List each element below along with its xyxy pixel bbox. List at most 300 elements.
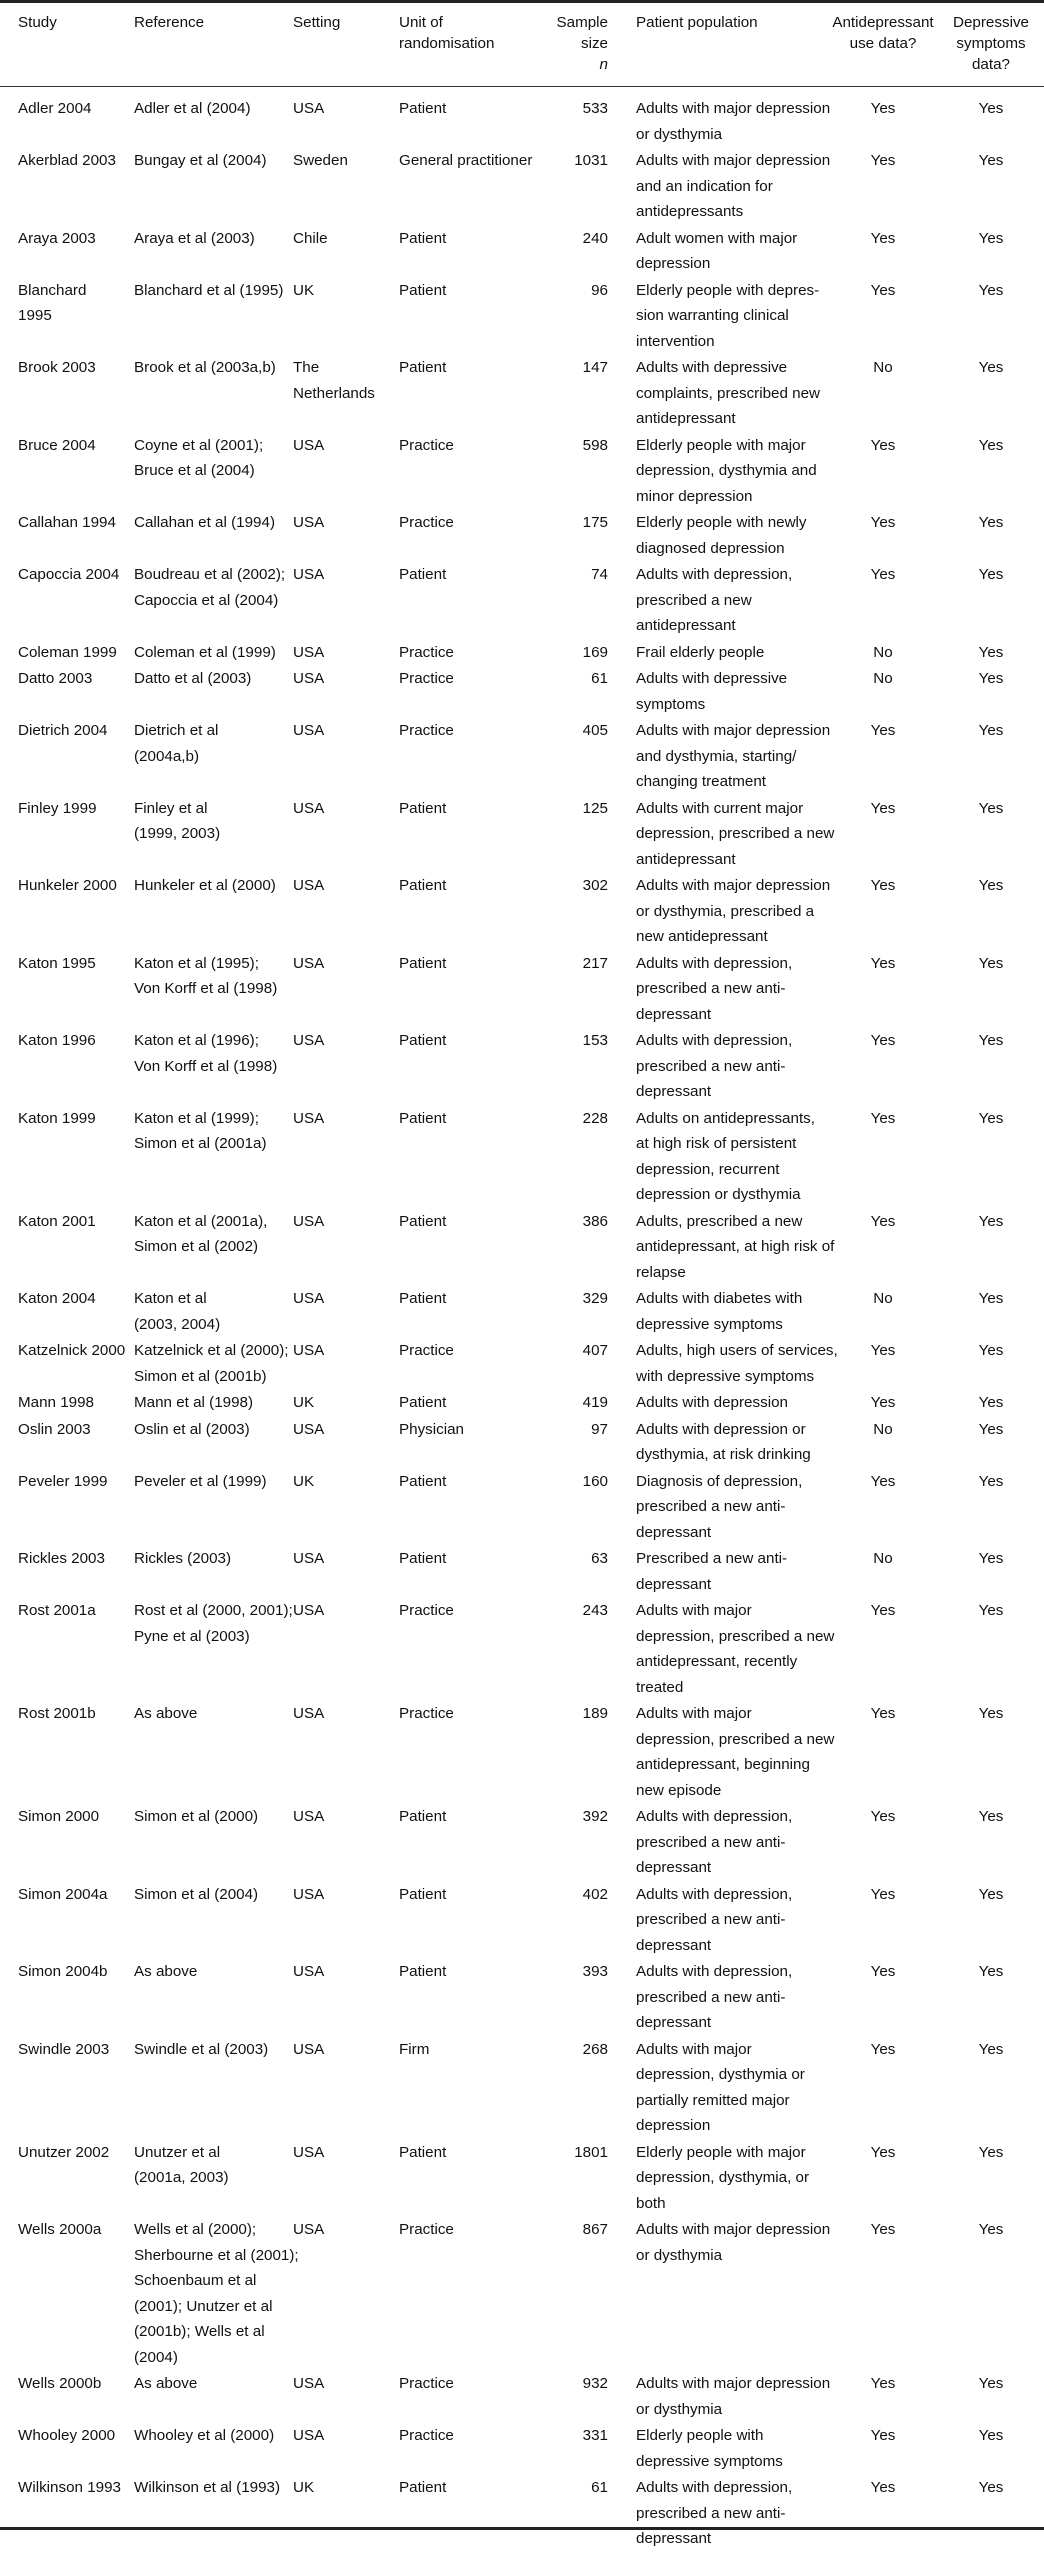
table-row [0, 433, 1044, 510]
unit-of-randomisation-cell: Patient [399, 954, 447, 972]
unit-of-randomisation-cell: Practice [399, 2221, 454, 2238]
reference-line: Rickles (2003) [134, 1550, 232, 1567]
reference-cell [134, 1417, 250, 1443]
depressive-data-cell: Yes [978, 1885, 1004, 1903]
reference-line: Simon et al (2004) [134, 1885, 259, 1903]
depressive-data-cell: Yes [978, 643, 1004, 661]
reference-cell [134, 355, 276, 381]
patient-population-line: Adults with major depression [636, 877, 831, 894]
patient-population-line: prescribed a new anti- [636, 2504, 786, 2522]
setting-cell [293, 1390, 314, 1416]
study-name-cell [18, 1701, 96, 1727]
table-row [0, 1959, 1044, 2036]
sample-size-cell: 533 [582, 100, 608, 117]
study-name-cell [18, 718, 108, 744]
header-unit-line: Unit of [399, 14, 443, 31]
study-name-line: Adler 2004 [18, 100, 92, 117]
sample-size-cell: 405 [582, 722, 608, 739]
table-row [0, 796, 1044, 873]
study-name-line: Katon 2004 [18, 1290, 96, 1307]
depressive-data-cell: Yes [978, 2479, 1004, 2496]
table-row [0, 1286, 1044, 1337]
reference-cell [134, 640, 276, 666]
study-name-line: Datto 2003 [18, 670, 93, 687]
depressive-data-cell: Yes [978, 954, 1004, 972]
study-name-line: Rost 2001a [18, 1602, 96, 1619]
study-name-line: Araya 2003 [18, 229, 96, 247]
study-name-line: Dietrich 2004 [18, 722, 108, 739]
patient-population-line: Adult women with major [636, 229, 798, 247]
setting-cell [293, 951, 324, 977]
antidepressant-data-cell: Yes [870, 1885, 896, 1903]
patient-population-line: depressive symptoms [636, 2452, 783, 2470]
patient-population-line: Adults with depression, [636, 1808, 793, 1825]
reference-line: (2001a, 2003) [134, 2169, 229, 2186]
patient-population-line: depression [636, 2117, 711, 2134]
unit-of-randomisation-cell: Practice [399, 2427, 454, 2444]
reference-line: Simon et al (2001a) [134, 1135, 267, 1152]
study-name-cell [18, 1804, 99, 1830]
reference-line: Coyne et al (2001); [134, 436, 264, 454]
patient-population-line: Adults with major [636, 2040, 752, 2058]
antidepressant-data-cell: Yes [870, 954, 896, 972]
reference-line: Capoccia et al (2004) [134, 591, 279, 609]
reference-line: Bungay et al (2004) [134, 152, 267, 169]
setting-line: USA [293, 436, 325, 454]
depressive-data-cell: Yes [978, 1212, 1004, 1230]
reference-cell [134, 148, 267, 174]
depressive-data-cell: Yes [978, 2040, 1004, 2058]
sample-size-cell: 96 [591, 281, 608, 299]
study-name-cell [18, 2217, 101, 2243]
depressive-data-cell: Yes [978, 1394, 1004, 1411]
patient-population-line: or dysthymia [636, 2400, 723, 2418]
reference-cell [134, 1701, 197, 1727]
reference-cell [134, 2140, 229, 2191]
header-setting: Setting [293, 14, 341, 31]
patient-population-cell [636, 1959, 792, 2036]
unit-of-randomisation-cell: Patient [399, 1212, 447, 1230]
reference-cell [134, 2423, 274, 2449]
patient-population-line: complaints, prescribed new [636, 384, 821, 402]
sample-size-cell: 63 [591, 1550, 608, 1567]
header-population: Patient population [636, 14, 758, 31]
antidepressant-data-cell: Yes [870, 2040, 896, 2058]
header-depressive [938, 12, 1044, 75]
sample-size-cell: 240 [582, 229, 608, 247]
table-row [0, 2140, 1044, 2217]
study-name-cell [18, 1106, 96, 1132]
study-name-cell [18, 951, 96, 977]
reference-line: Simon et al (2001b) [134, 1367, 267, 1385]
setting-cell [293, 226, 328, 252]
table-row [0, 96, 1044, 147]
table-row [0, 148, 1044, 225]
patient-population-line: depression, recurrent [636, 1160, 780, 1178]
reference-cell [134, 1209, 267, 1260]
setting-line: USA [293, 2221, 325, 2238]
study-name-cell [18, 1882, 108, 1908]
reference-line: Katon et al (1999); [134, 1109, 259, 1127]
antidepressant-data-cell: No [873, 1550, 893, 1567]
study-name-cell [18, 278, 86, 329]
depressive-data-cell: Yes [978, 1472, 1004, 1490]
reference-line: As above [134, 2375, 198, 2392]
antidepressant-data-cell: Yes [870, 1705, 896, 1722]
antidepressant-data-cell: Yes [870, 1394, 896, 1411]
antidepressant-data-cell: No [873, 643, 893, 661]
study-name-cell [18, 1390, 94, 1416]
antidepressant-data-cell: Yes [870, 1342, 896, 1359]
patient-population-cell [636, 433, 817, 510]
setting-cell [293, 433, 324, 459]
unit-of-randomisation-cell: Patient [399, 1032, 447, 1049]
antidepressant-data-cell: Yes [870, 1963, 896, 1980]
study-name-line: Hunkeler 2000 [18, 877, 117, 894]
depressive-data-cell: Yes [978, 566, 1004, 583]
patient-population-line: Adults with depression, [636, 2479, 793, 2496]
antidepressant-data-cell: Yes [870, 877, 896, 894]
table-row [0, 873, 1044, 950]
study-name-line: Katon 2001 [18, 1212, 96, 1230]
setting-cell [293, 1106, 324, 1132]
depressive-data-cell: Yes [978, 1290, 1004, 1307]
reference-line: Katon et al [134, 1290, 207, 1307]
setting-line: UK [293, 1394, 315, 1411]
unit-of-randomisation-cell: Patient [399, 1472, 447, 1490]
patient-population-line: Elderly people with depres- [636, 281, 820, 299]
reference-line: Katon et al (1996); [134, 1032, 259, 1049]
patient-population-line: Adults with depression [636, 1394, 788, 1411]
patient-population-line: depression, prescribed a new [636, 1627, 835, 1645]
study-name-cell [18, 2037, 109, 2063]
study-name-line: Simon 2004b [18, 1963, 108, 1980]
patient-population-cell [636, 2037, 805, 2139]
study-name-line: Rickles 2003 [18, 1550, 105, 1567]
study-name-line: Whooley 2000 [18, 2427, 116, 2444]
reference-line: (2001); Unutzer et al [134, 2297, 273, 2315]
study-name-cell [18, 96, 91, 122]
patient-population-line: Adults with major depression [636, 152, 831, 169]
setting-cell [293, 640, 324, 666]
study-name-line: Wells 2000b [18, 2375, 102, 2392]
reference-cell [134, 226, 255, 252]
reference-line: Araya et al (2003) [134, 229, 255, 247]
table-row [0, 2423, 1044, 2474]
study-name-cell [18, 640, 117, 666]
patient-population-line: Adults with depression, [636, 1963, 793, 1980]
study-name-line: Brook 2003 [18, 359, 96, 376]
patient-population-cell [636, 1598, 834, 1700]
sample-size-cell: 407 [582, 1342, 608, 1359]
setting-line: USA [293, 2143, 325, 2161]
header-reference: Reference [134, 14, 205, 31]
reference-line: Katzelnick et al (2000); [134, 1342, 289, 1359]
patient-population-line: dysthymia, at risk drinking [636, 1446, 811, 1463]
antidepressant-data-cell: Yes [870, 2375, 896, 2392]
patient-population-cell [636, 1804, 792, 1881]
reference-line: (2001b); Wells et al [134, 2323, 265, 2340]
study-name-cell [18, 433, 96, 459]
table-row [0, 1209, 1044, 1286]
header-n-line: Sample [556, 14, 608, 31]
table-row [0, 2475, 1044, 2552]
unit-of-randomisation-cell: Patient [399, 100, 447, 117]
patient-population-line: Adults with current major [636, 799, 804, 817]
table-header [0, 12, 1044, 87]
table-row [0, 718, 1044, 795]
setting-cell [293, 355, 375, 406]
reference-line: Oslin et al (2003) [134, 1420, 250, 1438]
study-name-cell [18, 1417, 91, 1443]
study-name-cell [18, 1546, 105, 1572]
study-name-line: Capoccia 2004 [18, 566, 120, 583]
patient-population-line: at high risk of persistent [636, 1135, 797, 1152]
patient-population-cell [636, 1106, 815, 1208]
header-antidepressant [818, 12, 948, 54]
reference-line: (1999, 2003) [134, 825, 221, 842]
patient-population-cell [636, 2140, 809, 2217]
patient-population-line: depression [636, 255, 711, 272]
antidepressant-data-cell: Yes [870, 2427, 896, 2444]
study-name-cell [18, 1598, 96, 1624]
study-name-line: 1995 [18, 307, 52, 324]
patient-population-line: depressant [636, 1575, 712, 1593]
study-name-cell [18, 355, 96, 381]
patient-population-line: antidepressant [636, 617, 736, 634]
antidepressant-data-cell: Yes [870, 1602, 896, 1619]
table-row [0, 640, 1044, 666]
patient-population-line: Elderly people with [636, 2427, 764, 2444]
depressive-data-cell: Yes [978, 2427, 1004, 2444]
patient-population-line: prescribed a new anti- [636, 1988, 786, 2006]
unit-of-randomisation-cell: Practice [399, 1705, 454, 1722]
antidepressant-data-cell: Yes [870, 799, 896, 817]
antidepressant-data-cell: Yes [870, 1808, 896, 1825]
patient-population-line: relapse [636, 1263, 686, 1281]
reference-line: Hunkeler et al (2000) [134, 877, 276, 894]
patient-population-line: symptoms [636, 695, 706, 713]
patient-population-line: prescribed a new anti- [636, 1498, 786, 1515]
study-name-line: Bruce 2004 [18, 436, 96, 454]
table-row [0, 2037, 1044, 2139]
reference-cell [134, 1390, 253, 1416]
unit-of-randomisation-cell: Patient [399, 1808, 447, 1825]
header-ad-line: Antidepressant [832, 14, 934, 31]
study-name-line: Wilkinson 1993 [18, 2479, 121, 2496]
study-name-cell [18, 562, 119, 588]
unit-of-randomisation-cell: Patient [399, 281, 447, 299]
setting-cell [293, 873, 324, 899]
study-name-cell [18, 1286, 96, 1312]
setting-cell [293, 718, 324, 744]
setting-line: USA [293, 799, 325, 817]
reference-line: Wilkinson et al (1993) [134, 2479, 281, 2496]
antidepressant-data-cell: Yes [870, 152, 896, 169]
antidepressant-data-cell: Yes [870, 1472, 896, 1490]
reference-line: Finley et al [134, 799, 208, 817]
patient-population-cell [636, 226, 797, 277]
patient-population-line: Adults with major [636, 1602, 752, 1619]
setting-line: USA [293, 1885, 325, 1903]
patient-population-cell [636, 873, 830, 950]
sample-size-cell: 393 [582, 1963, 608, 1980]
sample-size-cell: 867 [582, 2221, 608, 2238]
unit-of-randomisation-cell: Practice [399, 1602, 454, 1619]
depressive-data-cell: Yes [978, 799, 1004, 817]
patient-population-line: intervention [636, 332, 715, 350]
unit-of-randomisation-cell: Patient [399, 1290, 447, 1307]
patient-population-line: antidepressant [636, 850, 736, 868]
unit-of-randomisation-cell: General practitioner [399, 152, 533, 169]
top-rule [0, 0, 1044, 3]
reference-cell [134, 510, 275, 536]
setting-line: USA [293, 1705, 325, 1722]
unit-of-randomisation-cell: Practice [399, 722, 454, 739]
study-name-cell [18, 1338, 125, 1364]
patient-population-line: both [636, 2194, 666, 2212]
unit-of-randomisation-cell: Patient [399, 359, 447, 376]
patient-population-line: with depressive symptoms [636, 1367, 815, 1385]
setting-cell [293, 278, 314, 304]
reference-cell [134, 278, 283, 304]
patient-population-line: antidepressants [636, 203, 744, 220]
patient-population-line: depressant [636, 1005, 712, 1023]
sample-size-cell: 932 [582, 2375, 608, 2392]
reference-line: (2004a,b) [134, 747, 200, 765]
reference-line: Unutzer et al [134, 2143, 221, 2161]
setting-cell [293, 1417, 324, 1443]
study-name-cell [18, 796, 97, 822]
reference-cell [134, 2037, 268, 2063]
sample-size-cell: 175 [582, 514, 608, 531]
setting-cell [293, 1959, 324, 1985]
unit-of-randomisation-cell: Patient [399, 1885, 447, 1903]
patient-population-line: new episode [636, 1781, 722, 1799]
sample-size-cell: 268 [582, 2040, 608, 2058]
antidepressant-data-cell: Yes [870, 281, 896, 299]
antidepressant-data-cell: Yes [870, 1212, 896, 1230]
reference-line: Katon et al (1995); [134, 954, 259, 972]
reference-line: Schoenbaum et al [134, 2272, 257, 2289]
depressive-data-cell: Yes [978, 514, 1004, 531]
patient-population-line: depression, dysthymia and [636, 462, 817, 479]
header-sample-size [540, 12, 608, 75]
patient-population-line: Adults with depression, [636, 566, 793, 583]
unit-of-randomisation-cell: Firm [399, 2040, 430, 2058]
setting-line: USA [293, 1963, 325, 1980]
depressive-data-cell: Yes [978, 1032, 1004, 1049]
patient-population-cell [636, 355, 820, 432]
patient-population-line: or dysthymia, prescribed a [636, 902, 815, 920]
patient-population-cell [636, 951, 792, 1028]
reference-line: Sherbourne et al (2001); [134, 2246, 299, 2264]
patient-population-line: antidepressant [636, 410, 736, 427]
patient-population-line: Elderly people with newly [636, 514, 807, 531]
table-row [0, 1701, 1044, 1803]
reference-cell [134, 562, 285, 613]
sample-size-cell: 61 [591, 670, 608, 687]
reference-cell [134, 1469, 267, 1495]
setting-line: Sweden [293, 152, 348, 169]
patient-population-cell [636, 148, 830, 225]
setting-line: USA [293, 1212, 325, 1230]
table-row [0, 666, 1044, 717]
study-name-line: Peveler 1999 [18, 1472, 108, 1490]
study-name-cell [18, 1209, 96, 1235]
patient-population-line: Adults with major [636, 1705, 752, 1722]
reference-line: Pyne et al (2003) [134, 1627, 250, 1645]
study-name-line: Blanchard [18, 281, 87, 299]
depressive-data-cell: Yes [978, 100, 1004, 117]
depressive-data-cell: Yes [978, 359, 1004, 376]
reference-line: Whooley et al (2000) [134, 2427, 275, 2444]
depressive-data-cell: Yes [978, 670, 1004, 687]
reference-cell [134, 1598, 293, 1649]
patient-population-line: Adults with depression, [636, 954, 793, 972]
antidepressant-data-cell: Yes [870, 2143, 896, 2161]
study-name-line: Mann 1998 [18, 1394, 94, 1411]
setting-line: UK [293, 281, 315, 299]
patient-population-line: Adults with depression or [636, 1420, 806, 1438]
reference-cell [134, 433, 263, 484]
antidepressant-data-cell: Yes [870, 514, 896, 531]
patient-population-line: antidepressant, recently [636, 1653, 798, 1670]
patient-population-line: diagnosed depression [636, 539, 785, 557]
sample-size-cell: 125 [582, 799, 608, 817]
sample-size-cell: 228 [582, 1109, 608, 1127]
reference-line: Dietrich et al [134, 722, 219, 739]
table-row [0, 562, 1044, 639]
reference-line: Bruce et al (2004) [134, 462, 255, 479]
study-name-line: Simon 2004a [18, 1885, 108, 1903]
setting-line: USA [293, 514, 325, 531]
reference-cell [134, 2217, 299, 2370]
patient-population-line: prescribed a new anti- [636, 1833, 786, 1851]
reference-line: Simon et al (2002) [134, 1238, 259, 1255]
patient-population-cell [636, 2423, 783, 2474]
setting-line: USA [293, 2375, 325, 2392]
study-name-line: Swindle 2003 [18, 2040, 110, 2058]
header-unit-line: randomisation [399, 35, 495, 52]
setting-cell [293, 2423, 324, 2449]
patient-population-line: depressant [636, 1523, 712, 1541]
reference-cell [134, 951, 277, 1002]
study-name-line: Rost 2001b [18, 1705, 96, 1722]
patient-population-cell [636, 1469, 802, 1546]
table-row [0, 355, 1044, 432]
setting-cell [293, 1701, 324, 1727]
patient-population-line: Adults, prescribed a new [636, 1212, 803, 1230]
setting-line: USA [293, 877, 325, 894]
patient-population-line: changing treatment [636, 773, 767, 790]
reference-line: Callahan et al (1994) [134, 514, 275, 531]
reference-line: Coleman et al (1999) [134, 643, 276, 661]
reference-line: (2003, 2004) [134, 1315, 221, 1333]
sample-size-cell: 402 [582, 1885, 608, 1903]
patient-population-line: depression, prescribed a new [636, 825, 835, 842]
setting-line: USA [293, 1808, 325, 1825]
patient-population-cell [636, 1390, 788, 1416]
setting-cell [293, 1804, 324, 1830]
sample-size-cell: 153 [582, 1032, 608, 1049]
setting-cell [293, 1469, 314, 1495]
setting-line: USA [293, 1032, 325, 1049]
patient-population-cell [636, 562, 792, 639]
study-name-cell [18, 1959, 108, 1985]
setting-line: USA [293, 1602, 325, 1619]
reference-line: As above [134, 1963, 198, 1980]
